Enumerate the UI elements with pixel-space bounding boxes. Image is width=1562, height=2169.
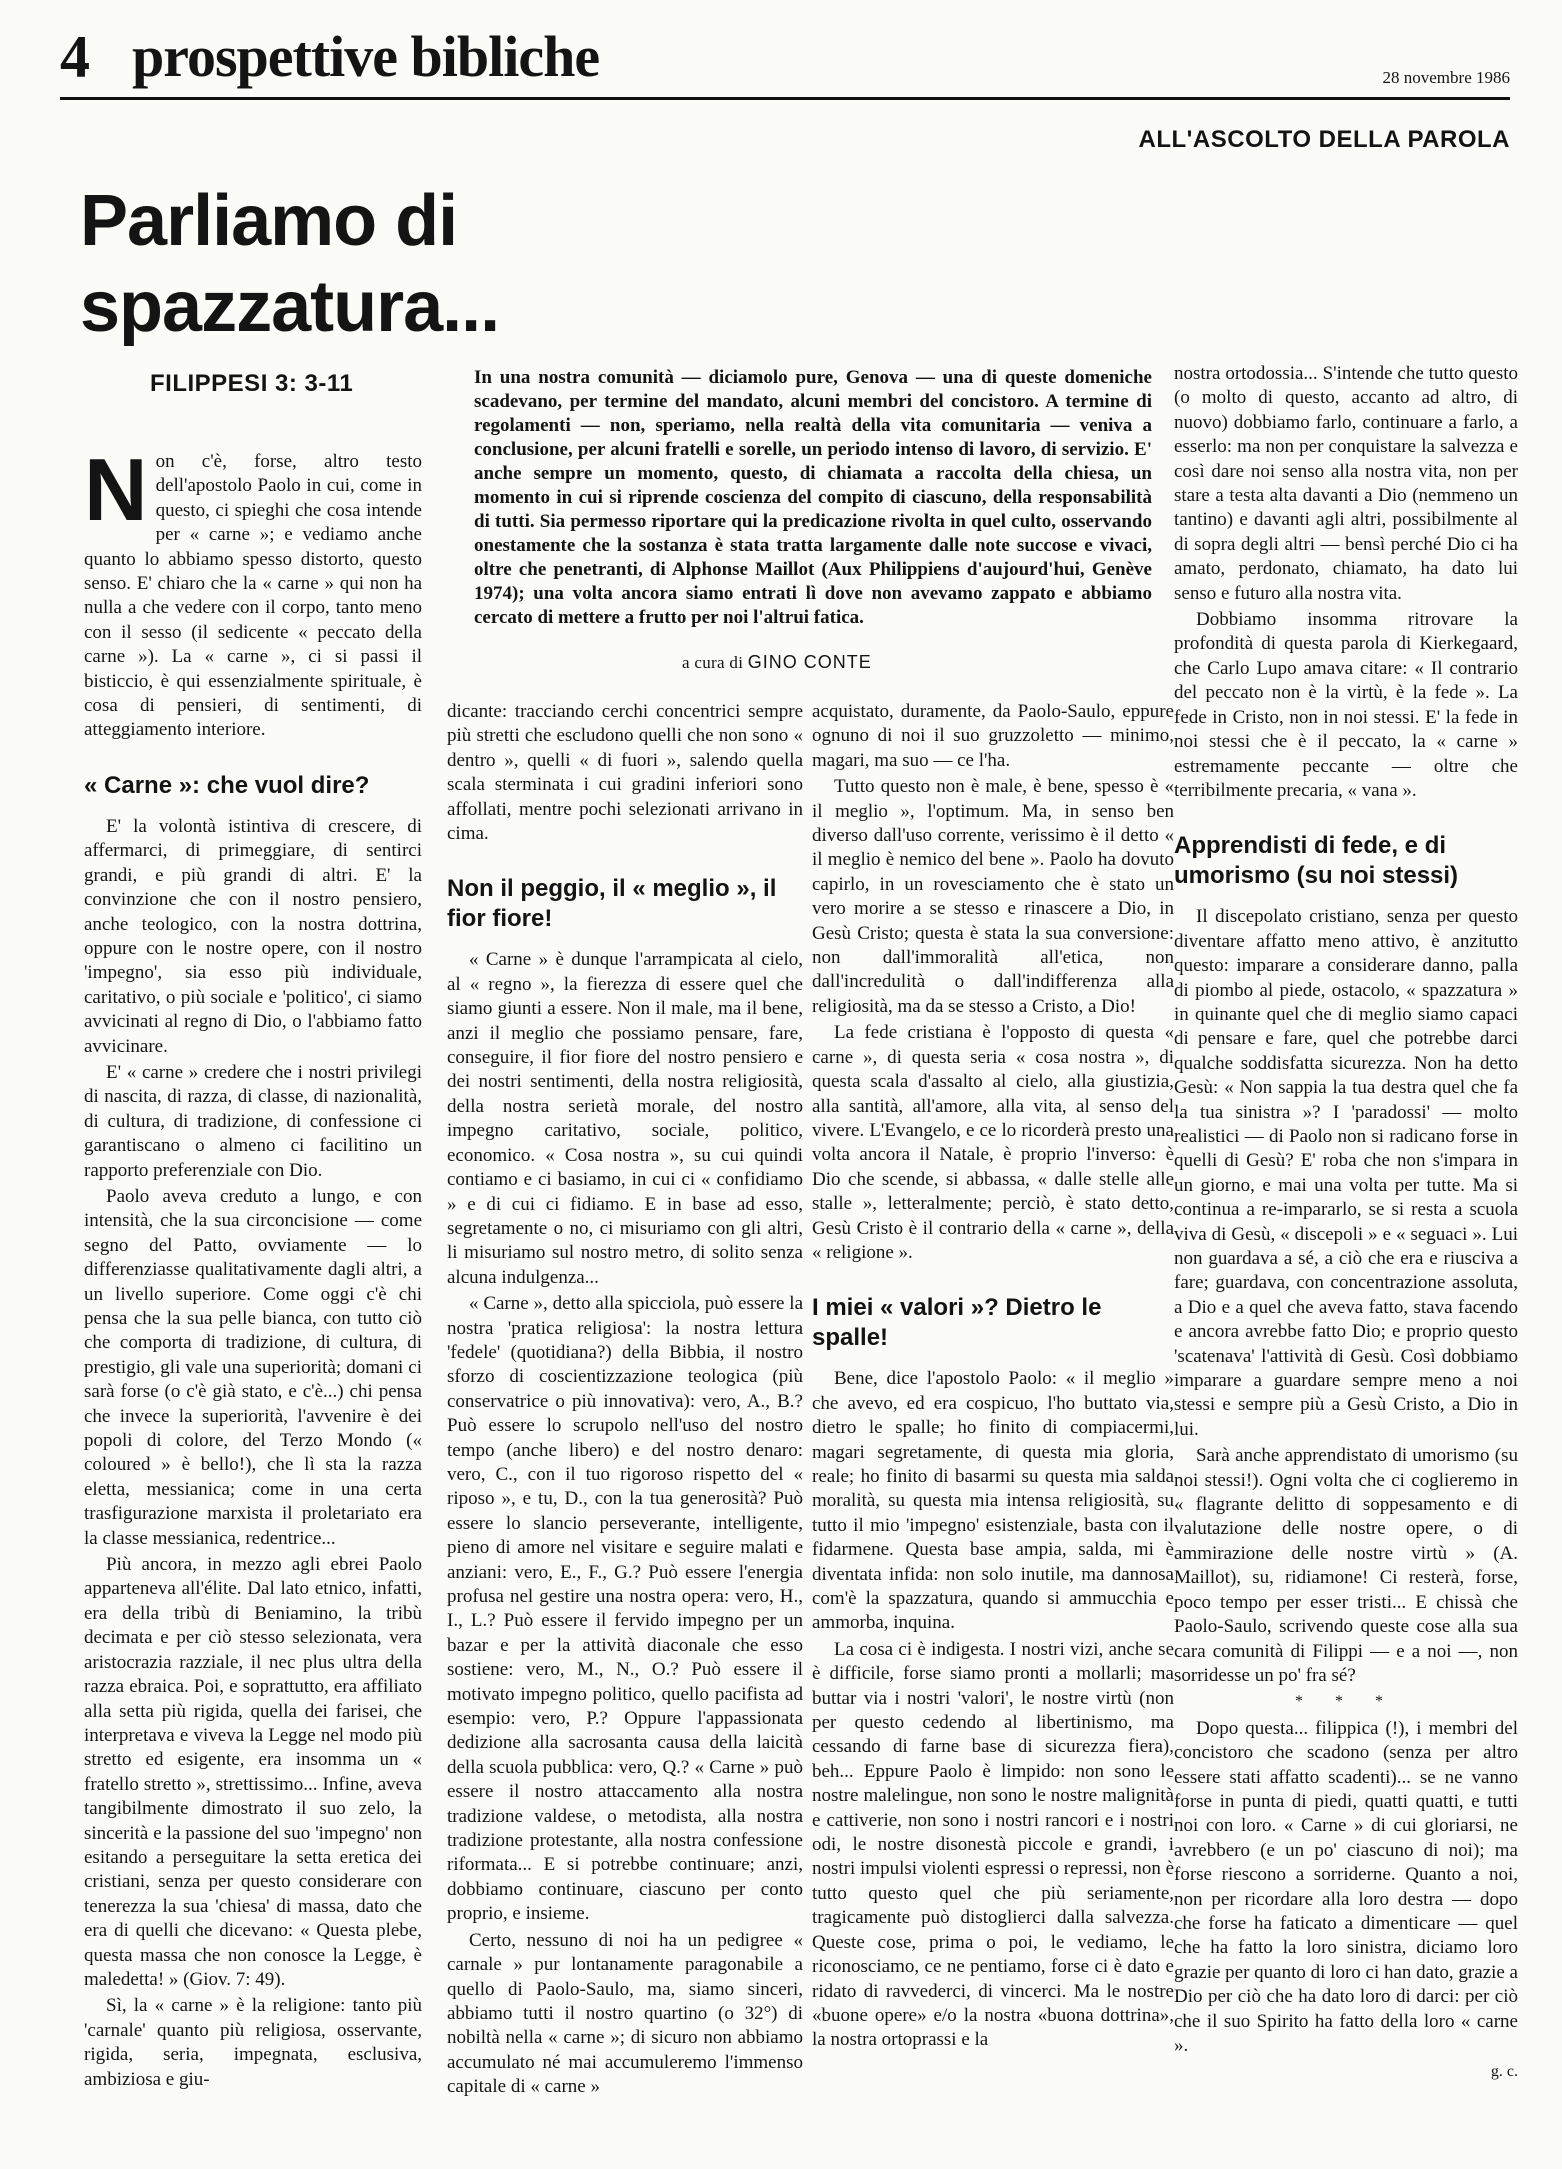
issue-date: 28 novembre 1986: [1382, 68, 1510, 87]
paragraph: Dobbiamo insomma ritrovare la profondità di questa parola di Kierkegaard, che Carlo Lupo amava citare: « Il contrario del peccato non è la virtù, è la fede ». La fede in Cristo, non in noi stessi. E' la fede in noi stessi che è il peccato, la « carne » estremamente peccante — oltre che terribilmente precaria, « vana ».: [1174, 609, 1518, 801]
opening-paragraph: [84, 440, 422, 743]
byline-prefix: a cura di: [682, 653, 744, 672]
page-number: 4: [60, 24, 90, 90]
column-2: [447, 700, 803, 2100]
paragraph: Bene, dice l'apostolo Paolo: « il meglio » che avevo, ed era cospicuo, l'ho buttato via, dietro le spalle; ho finito di compiacermi, magari segretamente, di questa mia gloria, reale; ho finito di basarmi su questa mia salda moralità, su questa mia intensa religiosità, su tutto il mio 'impegno' esistenziale, basta con il fidarmene. Questa base ampia, salda, mi è diventata infida: non solo inutile, ma dannosa com'è la spazzatura, quando si ammucchia e ammorba, inquina.: [812, 1368, 1174, 1634]
newspaper-section-title: prospettive bibliche: [132, 24, 600, 89]
paragraph: dicante: tracciando cerchi concentrici sempre più stretti che escludono quelli che non sono « dentro », quelli « di fuori », salendo quella scala sterminata i cui gradini inferiori sono affollati, mentre pochi selezionati arrivano in cima.: [447, 701, 803, 845]
masthead: [60, 22, 1510, 100]
paragraph: E' la volontà istintiva di crescere, di affermarci, di primeggiare, di sentirci grandi, e più grandi di altri. E' la convinzione che con il nostro pensiero, anche teologico, con la nostra dottrina, oppure con le nostre opere, con il nostro 'impegno', sia esso più individuale, caritativo, o più sociale e 'politico', ci siamo avvicinati al regno di Dio, o l'abbiamo fatto avvicinare.: [84, 815, 422, 1057]
rubric: ALL'ASCOLTO DELLA PAROLA: [1138, 126, 1510, 153]
paragraph: acquistato, duramente, da Paolo-Saulo, eppure ognuno di noi il suo gruzzoletto — minimo, magari, ma suo — ce l'ha.: [812, 701, 1174, 771]
paragraph: La fede cristiana è l'opposto di questa « carne », di questa seria « cosa nostra », di questa scala d'assalto al cielo, alla giustizia, alla santità, all'amore, alla vita, al senso del vivere. L'Evangelo, e ce lo ricorderà presto una volta ancora il Natale, è proprio l'inverso: è Dio che scende, si abbassa, « dalle stelle alle stalle », letteralmente; perciò, è stato detto, Gesù Cristo è il contrario della « carne », della « religione ».: [812, 1022, 1174, 1263]
subheading-valori: I miei « valori »? Dietro le spalle!: [812, 1294, 1102, 1352]
paragraph: E' « carne » credere che i nostri privilegi di nascita, di razza, di classe, di nazionalità, di cultura, di tradizione, di confessione ci garantiscano o almeno ci facilitino un rapporto preferenziale con Dio.: [84, 1061, 422, 1181]
paragraph: Più ancora, in mezzo agli ebrei Paolo apparteneva all'élite. Dal lato etnico, infatti, era della tribù di Beniamino, la tribù decimata e per ciò stesso selezionata, vera aristocrazia razziale, il nec plus ultra della razza ebraica. Poi, e soprattutto, era affiliato alla setta più rigida, quella dei farisei, che interpretava e viveva la Legge nel modo più stretto ed esigente, era insomma un « fratello stretto », strettissimo... Infine, aveva tangibilmente dimostrato il suo zelo, la sincerità e la passione del suo 'impegno' non esitando a perseguitare la setta eretica dei cristiani, senza per questo considerare con tenerezza la sua 'chiesa' di massa, dato che era di quelli che dicevano: « Questa plebe, questa massa che non conosce la Legge, è maledetta! » (Giov. 7: 49).: [84, 1554, 422, 1990]
subheading-apprendisti: Apprendisti di fede, e di umorismo (su noi stessi): [1174, 832, 1459, 890]
paragraph: Paolo aveva creduto a lungo, e con intensità, che la sua circoncisione — come segno del Patto, ovviamente — lo differenziasse qualitativamente dagli altri, a un livello superiore. Come oggi c'è chi pensa che la sua pelle bianca, con tutto ciò che comporta di tradizione, di cultura, di prestigio, gli vale una superiorità; domani ci sarà forse (o c'è già stato, e c'è...) chi pensa che invece la superiorità, l'avvenire è dei popoli di colore, del Terzo Mondo (« coloured » è bello!), che lì sta la razza eletta, messianica; come in una certa trasfigurazione marxista il proletariato era la classe messianica, redentrice...: [84, 1185, 422, 1549]
column-4: [1174, 362, 1518, 2085]
subheading-carne: « Carne »: che vuol dire?: [84, 771, 370, 799]
headline: Parliamo di spazzatura...: [80, 181, 500, 347]
column-3: [812, 700, 1174, 2053]
paragraph: « Carne » è dunque l'arrampicata al cielo, al « regno », la fierezza di essere quel che siamo giunti a essere. Non il male, ma il bene, anzi il meglio che possiamo pensare, fare, conseguire, il fior fiore del nostro pensiero e dei nostri sentimenti, della nostra religiosità, della nostra serietà morale, del nostro impegno caritativo, sociale, politico, economico. « Cosa nostra », su cui quindi contiamo e ci basiamo, in cui ci « confidiamo » e di cui ci fidiamo. E in base ad esso, segretamente o no, ci misuriamo con gli altri, li misuriamo sul nostro metro, di solito senza alcuna indulgenza...: [447, 949, 803, 1288]
signature: g. c.: [1490, 2063, 1518, 2081]
paragraph: Sarà anche apprendistato di umorismo (su noi stessi!). Ogni volta che ci coglieremo in « flagrante delitto di soppesamento e di valutazione delle nostre opere, o di ammirazione delle nostre virtù » (A. Maillot), su, ridiamone! Ci resterà, forse, poco tempo per esser tristi... E chissà che Paolo-Saulo, scrivendo queste cose alla sua cara comunità di Filippi — e a noi —, non sorridesse un po' fra sé?: [1174, 1445, 1518, 1686]
drop-cap: N: [84, 440, 148, 539]
paragraph: Certo, nessuno di noi ha un pedigree « carnale » pur lontanamente paragonabile a quello di Paolo-Saulo, ma, siamo sinceri, abbiamo tutti il nostro quartino (o 32°) di nobiltà nella « carne »; di sicuro non abbiamo accumulato né mai accumuleremo l'immenso capitale di « carne »: [447, 1929, 803, 2098]
paragraph: Tutto questo non è male, è bene, spesso è « il meglio », l'optimum. Ma, in senso ben diverso dall'uso corrente, verissimo è il detto « il meglio è nemico del bene ». Paolo ha dovuto capirlo, in un rovesciamento che è stato un vero morire a se stesso e rinascere a Dio, in Gesù Cristo; questa è stata la sua conversione: non dall'immoralità all'etica, non dall'incredulità o dall'indifferenza alla religiosità, ma da se stesso a Cristo, a Dio!: [812, 776, 1174, 1017]
subheading-meglio: Non il peggio, il « meglio », il fior fiore!: [447, 875, 777, 933]
paragraph: nostra ortodossia... S'intende che tutto questo (o molto di questo, accanto ad altro, di nuovo) dobbiamo farlo, continuare a farlo, a esserlo: ma non per conquistare la salvezza e così dare noi senso alla nostra vita, non per stare a testa alta davanti a Dio (nemmeno un tantino) e davanti agli altri, possibilmente al di sopra degli altri — bensì perché Dio ci ha amato, perdonato, chiamato, ha dato lui senso e futuro alla nostra vita.: [1174, 363, 1518, 604]
paragraph: « Carne », detto alla spicciola, può essere la nostra 'pratica religiosa': la nostra lettura 'fedele' (quotidiana?) della Bibbia, il nostro sforzo di coscientizzazione teologica (più conservatrice o più innovativa): vero, A., B.? Può essere lo scrupolo nell'uso del nostro tempo (anche libero) e del nostro denaro: vero, C., con il tuo rigoroso rispetto del « riposo », e tu, D., con la tua generosità? Può essere lo slancio perseverante, intelligente, pieno di amore nel visitare e seguire malati e anziani: vero, E., F., G.? Può essere l'energia profusa nel gestire una nostra opera: vero, H., I., L.? Può essere il fervido impegno per un bazar e per la attività diaconale che esso sostiene: vero, M., N., O.? Può essere il motivato impegno politico, quello pacifista ad esempio: vero, P.? Oppure l'appassionata dedizione alla sacrosanta causa della laicità della scuola pubblica: vero, Q.? « Carne » può essere il nostro attaccamento alla nostra tradizione valdese, o metodista, alla nostra tradizione protestante, alla nostra confessione riformata... E si potrebbe continuare; anzi, dobbiamo continuare, ciascuno per conto proprio, e insieme.: [447, 1293, 803, 1925]
paragraph: La cosa ci è indigesta. I nostri vizi, anche se è difficile, forse siamo pronti a mollarli; ma buttar via i nostri 'valori', le nostre virtù (non per questo cedendo al libertinismo, ma cessando di farne base di sicurezza fiera), beh... Eppure Paolo è limpido: non sono le nostre malelingue, non sono le nostre malignità e cattiverie, non sono i nostri rancori e i nostri odi, le nostre disonestà piccole e grandi, i nostri impulsi violenti espressi o repressi, non è tutto questo quel che più seriamente, tragicamente può distoglierci dalla salvezza. Queste cose, prima o poi, le vediamo, le riconosciamo, ce ne pentiamo, forse ci è dato e ridato di ravvederci, di vincerci. Ma le nostre «buone opere» e/o la nostra «buona dottrina», la nostra ortoprassi e la: [812, 1638, 1175, 2051]
paragraph-text: on c'è, forse, altro testo dell'apostolo Paolo in cui, come in questo, ci spieghi che cosa intende per « carne »; e vediamo anche quanto lo abbiamo spesso distorto, questo senso. E' chiaro che la « carne » qui non ha nulla a che vedere con il corpo, tanto meno con il sesso (il sedicente « peccato della carne »). La « carne », ci si passi il bisticcio, è qui essenzialmente spirituale, è cosa di pensieri, di sentimenti, di atteggiamento interiore.: [84, 451, 422, 741]
column-1: [84, 440, 422, 2092]
paragraph: Il discepolato cristiano, senza per questo diventare affatto meno attivo, è anzitutto questo: imparare a considerare danno, palla di piombo al piede, ostacolo, « spazzatura » in quinante quel che di meglio siamo capaci di pensare e fare, quel che potrebbe darci qualche soddisfatta sicurezza. Non ha detto Gesù: « Non sappia la tua destra quel che fa la tua sinistra »? I 'paradossi' — molto realistici — di Paolo non si radicano forse in quelli di Gesù? E' roba che non s'impara in un giorno, e mai una volta per tutte. Ma si continua a re-impararlo, se si resta a scuola viva di Gesù, « discepoli » e « seguaci ». Lui non guardava a sé, a ciò che era e riusciva a fare; guardava, con concentrazione assoluta, a Dio e a quel che aveva fatto, stava facendo e ancora avrebbe fatto Dio; e proprio questo 'scatenava' l'attività di Gesù. Così dobbiamo imparare a guardare sempre meno a noi stessi e sempre più a Gesù Cristo, a Dio in lui.: [1174, 906, 1518, 1440]
byline: [682, 652, 872, 673]
section-separator: * * *: [1295, 1693, 1397, 1711]
paragraph: Sì, la « carne » è la religione: tanto più 'carnale' quanto più religiosa, osservante, rigida, seria, impegnata, esclusiva, ambiziosa e giu-: [84, 1995, 422, 2090]
byline-author: GINO CONTE: [747, 652, 872, 672]
paragraph: Dopo questa... filippica (!), i membri del concistoro che scadono (senza per altro essere stati affatto scadenti)... se ne vanno forse in punta di piedi, quatti quatti, e tutti noi con loro. « Carne » di cui gloriarsi, ne avrebbero (e un po' ciascuno di noi); ma forse riescono a sorriderne. Quanto a noi, non per ricordare alla loro destra — dopo che forse ha faticato a dimenticare — quel che ha fatto la loro sinistra, diciamo loro grazie per quanto di loro ci han dato, grazie a Dio per ciò che ha dato loro di darci: per ciò che il suo Spirito ha fatto della loro « carne ».: [1174, 1717, 1518, 2056]
bible-reference: FILIPPESI 3: 3-11: [150, 370, 354, 397]
intro-paragraph: In una nostra comunità — diciamolo pure, Genova — una di queste domeniche scadevano, per termine del mandato, alcuni membri del concistoro. A termine di regolamenti — non, speriamo, nella realtà della vita comunitaria — veniva a conclusione, per alcuni fratelli e sorelle, un periodo intenso di lavoro, di servizio. E' anche sempre un momento, questo, di chiamata a raccolta della chiesa, un momento in cui si riprende coscienza del compito di ciascuno, della responsabilità di tutti. Sia permesso riportare qui la predicazione rivolta in quel culto, osservando onestamente che la sostanza è stata tratta largamente dalle note succose e vivaci, oltre che penetranti, di Alphonse Maillot (Aux Philippiens d'aujourd'hui, Genève 1974); una volta ancora siamo entrati lì dove non avevamo zappato e abbiamo cercato di mettere a frutto per noi l'altrui fatica.: [474, 367, 1152, 628]
